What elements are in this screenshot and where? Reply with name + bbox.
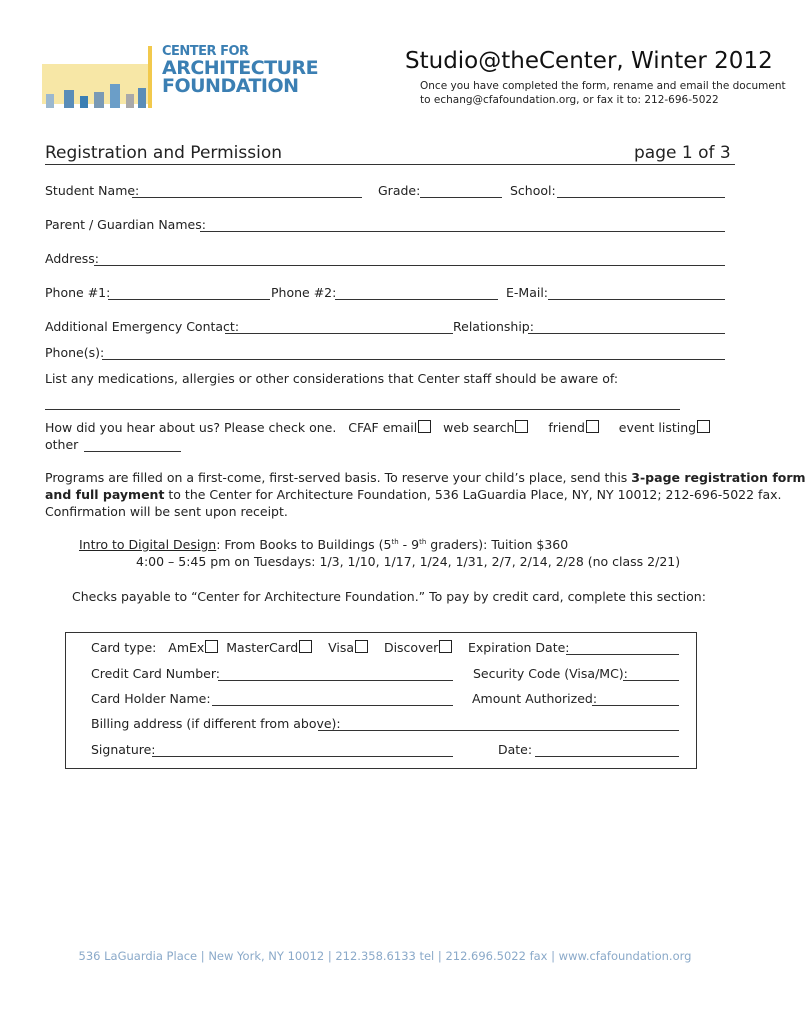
address-label: Address: bbox=[45, 251, 99, 266]
discover-checkbox[interactable] bbox=[439, 640, 452, 653]
card-number-field[interactable] bbox=[218, 680, 453, 681]
checks-payable: Checks payable to “Center for Architecture Foundation.” To pay by credit card, complete this section: bbox=[72, 589, 706, 604]
page-number: page 1 of 3 bbox=[634, 143, 731, 163]
programs-line2 bbox=[45, 487, 782, 502]
phone2-field[interactable] bbox=[335, 299, 498, 300]
billing-label: Billing address (if different from above): bbox=[91, 716, 341, 731]
relationship-field[interactable] bbox=[528, 333, 725, 334]
instructions-line2: to echang@cfafoundation.org, or fax it to: 212-696-5022 bbox=[420, 94, 719, 106]
option-cfaf-email-checkbox[interactable] bbox=[418, 420, 431, 433]
amex-checkbox[interactable] bbox=[205, 640, 218, 653]
programs-text1: Programs are filled on a first-come, first-served basis. To reserve your child’s place, send this bbox=[45, 470, 632, 485]
school-label: School: bbox=[510, 183, 556, 198]
date-label: Date: bbox=[498, 742, 533, 757]
student-name-field[interactable] bbox=[132, 197, 362, 198]
billing-field[interactable] bbox=[318, 730, 679, 731]
section-title: Registration and Permission bbox=[45, 143, 282, 163]
visa-label: Visa bbox=[328, 640, 355, 655]
phone2-label: Phone #2: bbox=[271, 285, 337, 300]
instructions-line1: Once you have completed the form, rename and email the document bbox=[420, 80, 786, 92]
option-web-search-label: web search bbox=[443, 420, 515, 435]
security-code-field[interactable] bbox=[623, 680, 679, 681]
course-schedule: 4:00 – 5:45 pm on Tuesdays: 1/3, 1/10, 1/17, 1/24, 1/31, 2/7, 2/14, 2/28 (no class 2/21) bbox=[136, 554, 681, 569]
option-friend-checkbox[interactable] bbox=[586, 420, 599, 433]
date-field[interactable] bbox=[535, 756, 679, 757]
programs-emph2: and full payment bbox=[45, 487, 165, 502]
parent-field[interactable] bbox=[200, 231, 725, 232]
programs-text2: to the Center for Architecture Foundation, 536 LaGuardia Place, NY, NY 10012; 212-696-5022 fax. bbox=[164, 487, 782, 502]
course-desc-a: : From Books to Buildings (5 bbox=[216, 537, 392, 552]
option-friend-label: friend bbox=[548, 420, 585, 435]
programs-emph1: 3-page registration form bbox=[631, 470, 806, 485]
card-type-label: Card type: bbox=[91, 640, 157, 655]
school-field[interactable] bbox=[557, 197, 725, 198]
option-cfaf-email-label: CFAF email bbox=[348, 420, 418, 435]
security-code-label: Security Code (Visa/MC): bbox=[473, 666, 628, 681]
course-name: Intro to Digital Design bbox=[79, 537, 217, 552]
other-label: other bbox=[45, 437, 79, 452]
expiration-label: Expiration Date: bbox=[468, 640, 570, 655]
student-name-label: Student Name: bbox=[45, 183, 140, 198]
mastercard-label: MasterCard bbox=[226, 640, 299, 655]
programs-line1 bbox=[45, 470, 806, 485]
option-event-listing-checkbox[interactable] bbox=[697, 420, 710, 433]
logo bbox=[42, 44, 319, 114]
address-field[interactable] bbox=[94, 265, 725, 266]
hear-row bbox=[45, 420, 710, 435]
signature-label: Signature: bbox=[91, 742, 156, 757]
logo-line2: ARCHITECTURE bbox=[162, 57, 319, 79]
course-sup1: th bbox=[391, 537, 399, 546]
visa-checkbox[interactable] bbox=[355, 640, 368, 653]
page-title: Studio@theCenter, Winter 2012 bbox=[405, 48, 773, 74]
email-field[interactable] bbox=[548, 299, 725, 300]
relationship-label: Relationship: bbox=[453, 319, 534, 334]
programs-line3: Confirmation will be sent upon receipt. bbox=[45, 504, 288, 519]
course-desc-b: - 9 bbox=[398, 537, 420, 552]
emergency-label: Additional Emergency Contact: bbox=[45, 319, 240, 334]
logo-mark bbox=[42, 44, 162, 114]
hear-question: How did you hear about us? Please check one. bbox=[45, 420, 337, 435]
course-sup2: th bbox=[419, 537, 427, 546]
phone1-label: Phone #1: bbox=[45, 285, 111, 300]
mastercard-checkbox[interactable] bbox=[299, 640, 312, 653]
option-event-listing-label: event listing bbox=[618, 420, 697, 435]
phone1-field[interactable] bbox=[108, 299, 270, 300]
signature-field[interactable] bbox=[152, 756, 453, 757]
course-desc-c: graders): Tuition $360 bbox=[426, 537, 569, 552]
phones-label: Phone(s): bbox=[45, 345, 105, 360]
holder-label: Card Holder Name: bbox=[91, 691, 211, 706]
grade-field[interactable] bbox=[420, 197, 502, 198]
footer: 536 LaGuardia Place | New York, NY 10012 | 212.358.6133 tel | 212.696.5022 fax | www.cfafoundation.org bbox=[78, 949, 692, 963]
emergency-field[interactable] bbox=[225, 333, 453, 334]
amount-field[interactable] bbox=[592, 705, 679, 706]
parent-label: Parent / Guardian Names: bbox=[45, 217, 206, 232]
course-line bbox=[79, 537, 568, 552]
amex-label: AmEx bbox=[168, 640, 205, 655]
holder-field[interactable] bbox=[212, 705, 453, 706]
logo-line3: FOUNDATION bbox=[162, 75, 299, 97]
phones-field[interactable] bbox=[102, 359, 725, 360]
medications-field[interactable] bbox=[45, 409, 680, 410]
card-number-label: Credit Card Number: bbox=[91, 666, 220, 681]
medications-label: List any medications, allergies or other considerations that Center staff should be aware of: bbox=[45, 371, 619, 386]
amount-label: Amount Authorized: bbox=[472, 691, 598, 706]
email-label: E-Mail: bbox=[506, 285, 549, 300]
option-web-search-checkbox[interactable] bbox=[515, 420, 528, 433]
card-type-row bbox=[91, 640, 452, 655]
section-rule bbox=[45, 164, 735, 165]
discover-label: Discover bbox=[383, 640, 439, 655]
other-field[interactable] bbox=[84, 451, 181, 452]
logo-line1: CENTER FOR bbox=[162, 44, 249, 59]
grade-label: Grade: bbox=[378, 183, 421, 198]
expiration-field[interactable] bbox=[566, 654, 679, 655]
